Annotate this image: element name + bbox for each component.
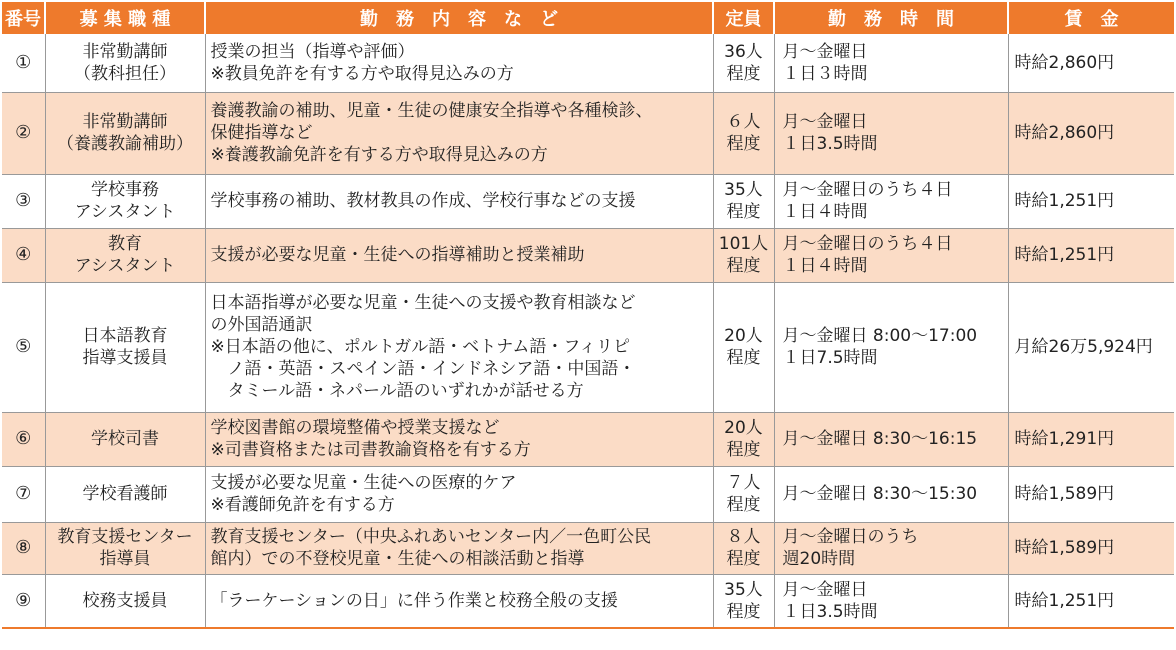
row-number: ③ <box>2 174 45 228</box>
table-row <box>2 282 1174 412</box>
work-hours: 月～金曜日 １日３時間 <box>774 34 1008 92</box>
row-number: ⑨ <box>2 574 45 628</box>
wage: 時給1,589円 <box>1008 522 1174 574</box>
header-hours: 勤 務 時 間 <box>774 2 1008 34</box>
row-number: ⑧ <box>2 522 45 574</box>
table-row <box>2 228 1174 282</box>
job-description: 支援が必要な児童・生徒への医療的ケア ※看護師免許を有する方 <box>205 466 713 522</box>
wage: 時給1,291円 <box>1008 412 1174 466</box>
job-title: 教育支援センター 指導員 <box>45 522 205 574</box>
capacity: ６人 程度 <box>713 92 774 174</box>
job-title: 教育 アシスタント <box>45 228 205 282</box>
job-description: 学校図書館の環境整備や授業支援など ※司書資格または司書教諭資格を有する方 <box>205 412 713 466</box>
wage: 時給2,860円 <box>1008 92 1174 174</box>
job-title: 校務支援員 <box>45 574 205 628</box>
capacity: ７人 程度 <box>713 466 774 522</box>
table-row <box>2 574 1174 628</box>
row-number: ① <box>2 34 45 92</box>
job-description: 教育支援センター（中央ふれあいセンター内／一色町公民 館内）での不登校児童・生徒への相談活動と指導 <box>205 522 713 574</box>
wage: 時給1,251円 <box>1008 574 1174 628</box>
job-title: 学校司書 <box>45 412 205 466</box>
job-description: 授業の担当（指導や評価） ※教員免許を有する方や取得見込みの方 <box>205 34 713 92</box>
wage: 時給1,251円 <box>1008 228 1174 282</box>
job-description: 学校事務の補助、教材教具の作成、学校行事などの支援 <box>205 174 713 228</box>
work-hours: 月～金曜日 8:30～16:15 <box>774 412 1008 466</box>
job-description: 支援が必要な児童・生徒への指導補助と授業補助 <box>205 228 713 282</box>
header-title: 募 集 職 種 <box>45 2 205 34</box>
work-hours: 月～金曜日 １日3.5時間 <box>774 574 1008 628</box>
header-wage: 賃 金 <box>1008 2 1174 34</box>
table-row <box>2 174 1174 228</box>
row-number: ⑥ <box>2 412 45 466</box>
header-desc: 勤 務 内 容 な ど <box>205 2 713 34</box>
row-number: ② <box>2 92 45 174</box>
capacity: ８人 程度 <box>713 522 774 574</box>
row-number: ⑤ <box>2 282 45 412</box>
job-description: 「ラーケーションの日」に伴う作業と校務全般の支援 <box>205 574 713 628</box>
job-title: 学校事務 アシスタント <box>45 174 205 228</box>
row-number: ⑦ <box>2 466 45 522</box>
job-title: 非常勤講師 （教科担任） <box>45 34 205 92</box>
capacity: 35人 程度 <box>713 574 774 628</box>
wage: 時給2,860円 <box>1008 34 1174 92</box>
table-row <box>2 92 1174 174</box>
header-capacity: 定員 <box>713 2 774 34</box>
work-hours: 月～金曜日 8:00～17:00 １日7.5時間 <box>774 282 1008 412</box>
table-row <box>2 412 1174 466</box>
work-hours: 月～金曜日 8:30～15:30 <box>774 466 1008 522</box>
job-description: 養護教諭の補助、児童・生徒の健康安全指導や各種検診、 保健指導など ※養護教諭免許を有する方や取得見込みの方 <box>205 92 713 174</box>
row-number: ④ <box>2 228 45 282</box>
work-hours: 月～金曜日のうち４日 １日４時間 <box>774 174 1008 228</box>
job-title: 日本語教育 指導支援員 <box>45 282 205 412</box>
job-description: 日本語指導が必要な児童・生徒への支援や教育相談など の外国語通訳 ※日本語の他に、ポルトガル語・ベトナム語・フィリピ ノ語・英語・スペイン語・インドネシア語・中国語・ タミール語・ネパール語のいずれかが話せる方 <box>205 282 713 412</box>
capacity: 20人 程度 <box>713 412 774 466</box>
table-row <box>2 466 1174 522</box>
wage: 時給1,251円 <box>1008 174 1174 228</box>
work-hours: 月～金曜日のうち４日 １日４時間 <box>774 228 1008 282</box>
capacity: 101人 程度 <box>713 228 774 282</box>
job-title: 非常勤講師 （養護教諭補助） <box>45 92 205 174</box>
header-no: 番号 <box>2 2 45 34</box>
capacity: 35人 程度 <box>713 174 774 228</box>
table-row <box>2 522 1174 574</box>
work-hours: 月～金曜日 １日3.5時間 <box>774 92 1008 174</box>
wage: 時給1,589円 <box>1008 466 1174 522</box>
recruitment-table <box>2 2 1174 629</box>
wage: 月給26万5,924円 <box>1008 282 1174 412</box>
capacity: 20人 程度 <box>713 282 774 412</box>
job-title: 学校看護師 <box>45 466 205 522</box>
capacity: 36人 程度 <box>713 34 774 92</box>
table-row <box>2 34 1174 92</box>
header-row <box>2 2 1174 34</box>
work-hours: 月～金曜日のうち 週20時間 <box>774 522 1008 574</box>
